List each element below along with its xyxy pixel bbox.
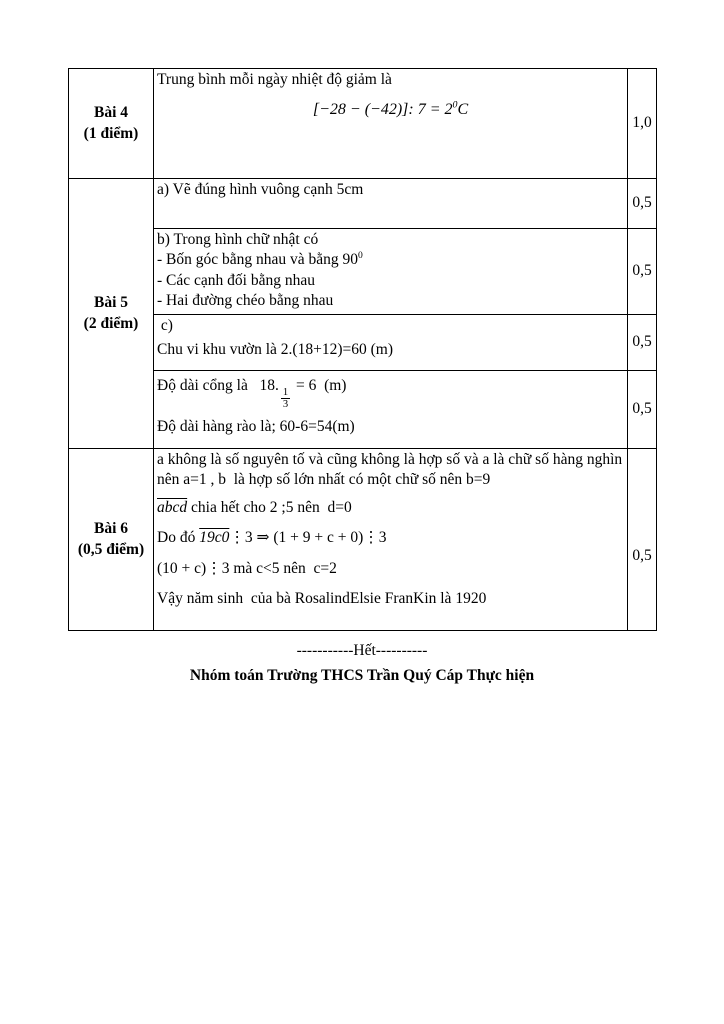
bai5d-points-cell (628, 371, 657, 449)
bai6-line3-paren: (1 + 9 + c + 0) (273, 529, 364, 547)
bai6-line4 (157, 559, 624, 579)
bai6-points-cell (628, 449, 657, 631)
bai4-text-line: Trung bình mỗi ngày nhiệt độ giảm là (157, 71, 392, 88)
bai4-label-cell (69, 69, 154, 179)
formula-main: [−28 − (−42)]: 7 = 2 (312, 101, 453, 119)
bai5a-points-cell (628, 179, 657, 229)
overline-abcd: abcd (157, 498, 188, 516)
bai6-paragraph: a không là số nguyên tố và cũng không là hợp số và a là chữ số hàng nghìn nên a=1 , b là hợp số lớn nhất có một chữ số nên b=9 (157, 451, 627, 489)
fraction (281, 387, 290, 410)
bai5c-line1: c) (157, 317, 173, 334)
bai5-row-c (69, 315, 657, 371)
bai5-sublabel: (2 điểm) (83, 314, 139, 332)
bai6-sublabel: (0,5 điểm) (77, 540, 145, 558)
bai6-line3-prefix: Do đó (157, 529, 200, 547)
bai4-content-cell (154, 69, 628, 179)
bai5b-line3: - Các cạnh đối bằng nhau (157, 271, 315, 289)
bai5a-text: a) Vẽ đúng hình vuông cạnh 5cm (157, 181, 364, 198)
bai5c-line2: Chu vi khu vườn là 2.(18+12)=60 (m) (157, 341, 393, 359)
bai5-row-a (69, 179, 657, 229)
bai4-row (69, 69, 657, 179)
bai5b-content-cell (154, 229, 628, 315)
formula-unit: C (457, 101, 469, 119)
bai5c-points-cell (628, 315, 657, 371)
degree-superscript: 0 (358, 250, 363, 262)
bai4-points-cell (628, 69, 657, 179)
bai5d-content-cell (154, 371, 628, 449)
bai5b-line2-text: - Bốn góc bằng nhau và bằng 90 (157, 251, 359, 269)
points-value: 1,0 (632, 114, 652, 132)
credit-line: Nhóm toán Trường THCS Trần Quý Cáp Thực hiện (189, 667, 535, 685)
divisible-symbol: ⋮3 (206, 559, 230, 577)
bai5-label-cell (69, 179, 154, 449)
bai5d-line2: Độ dài hàng rào là; 60-6=54(m) (157, 417, 355, 435)
bai5b-line4: - Hai đường chéo bằng nhau (157, 292, 334, 310)
bai5c-content-cell (154, 315, 628, 371)
bai6-line3 (157, 528, 624, 548)
formula-superscript: 0 (452, 100, 458, 112)
fraction-numerator: 1 (282, 386, 289, 398)
bai5b-line1: b) Trong hình chữ nhật có (157, 231, 319, 248)
answer-key-table (68, 68, 657, 631)
bai5d-line1-prefix: Độ dài cổng là 18. (157, 377, 279, 394)
bai6-line2-rest: chia hết cho 2 ;5 nên d=0 (187, 498, 352, 516)
points-value: 0,5 (632, 262, 652, 280)
divisible-symbol: ⋮3 (363, 529, 387, 547)
points-value: 0,5 (632, 194, 652, 212)
end-divider: -----------Hết---------- (296, 642, 428, 659)
bai6-content-cell (154, 449, 628, 631)
points-value: 0,5 (632, 333, 652, 351)
bai5a-content-cell (154, 179, 628, 229)
bai4-formula (157, 99, 624, 120)
bai5d-line1 (157, 376, 624, 410)
bai6-label: Bài 6 (93, 520, 129, 538)
bai4-label: Bài 4 (93, 104, 129, 122)
bai5b-line2 (157, 250, 624, 270)
bai6-line4-rest: mà c<5 nên c=2 (229, 559, 337, 577)
points-value: 0,5 (632, 547, 652, 565)
bai6-label-cell (69, 449, 154, 631)
bai6-row (69, 449, 657, 631)
bai6-conclusion: Vậy năm sinh của bà RosalindElsie FranKin là 1920 (157, 590, 487, 608)
fraction-denominator: 3 (282, 398, 289, 410)
divisible-symbol: ⋮3 (229, 529, 253, 547)
bai5b-points-cell (628, 229, 657, 315)
bai5-row-d (69, 371, 657, 449)
bai5d-line1-suffix: = 6 (m) (292, 377, 347, 394)
bai5-row-b (69, 229, 657, 315)
points-value: 0,5 (632, 400, 652, 418)
bai5-label: Bài 5 (93, 294, 129, 312)
overline-19c0: 19c0 (199, 529, 230, 547)
bai4-sublabel: (1 điểm) (83, 124, 139, 142)
bai6-line4-paren: (10 + c) (157, 559, 207, 577)
answer-sheet (68, 68, 656, 687)
implies-arrow: ⇒ (252, 529, 274, 547)
bai6-line2 (157, 498, 624, 518)
